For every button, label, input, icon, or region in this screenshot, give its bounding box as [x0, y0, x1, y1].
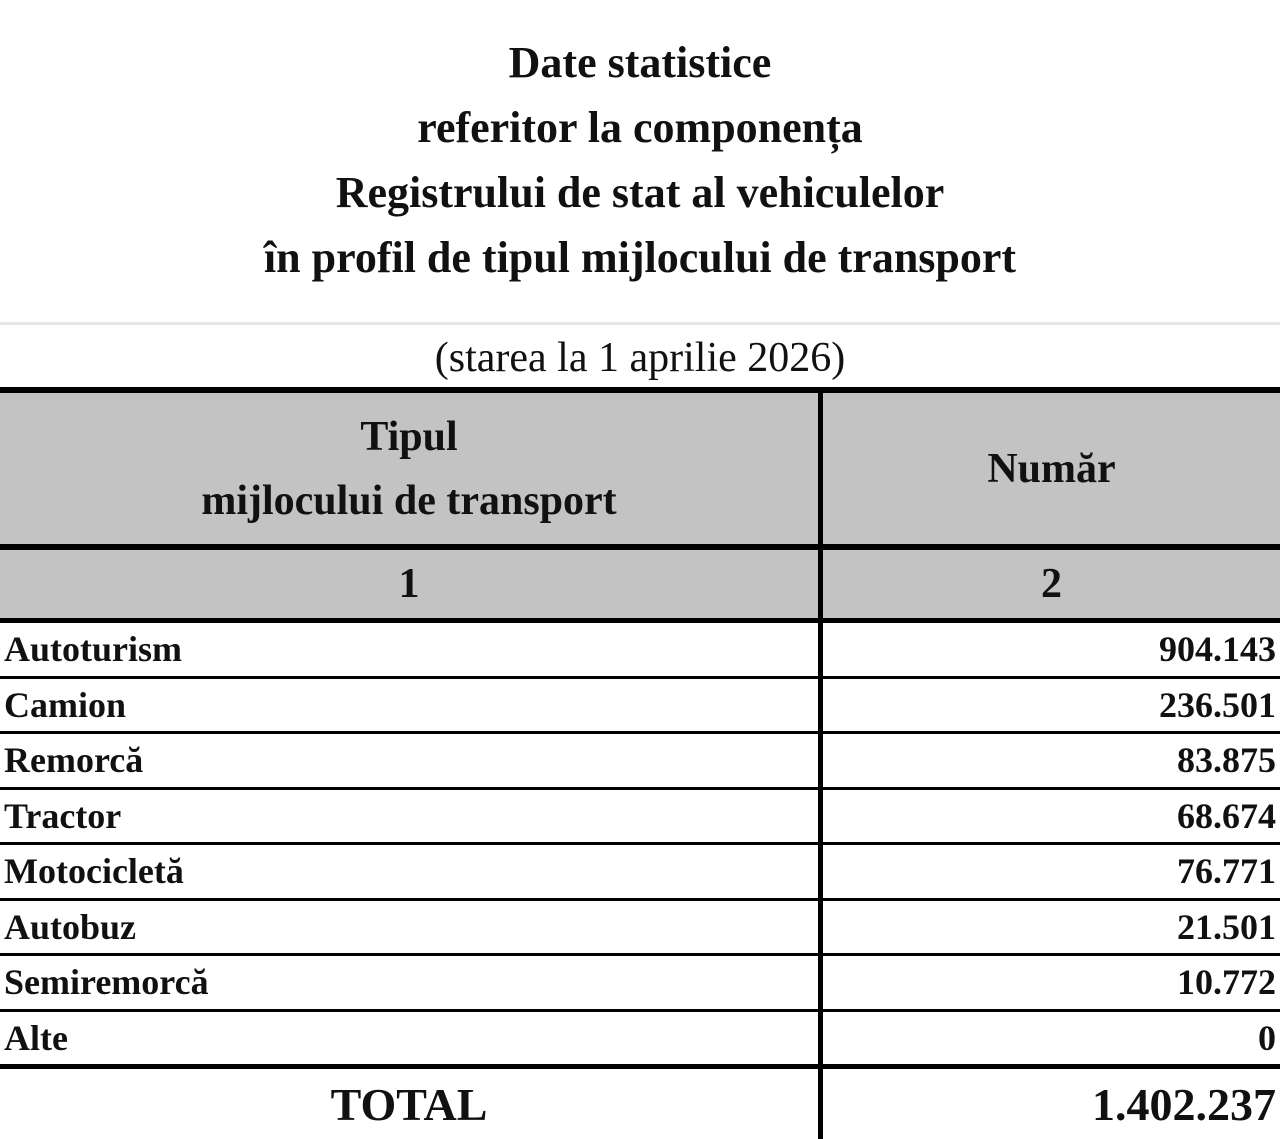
vehicle-count-cell: 904.143: [1159, 629, 1276, 670]
total-row: [0, 1069, 1280, 1139]
vehicle-stats-table: [0, 387, 1280, 1139]
table-row: [0, 734, 1280, 790]
table-row: [0, 1012, 1280, 1070]
column-index-row: [0, 550, 1280, 623]
vehicle-count-cell: 10.772: [1177, 962, 1276, 1003]
vehicle-count-cell: 0: [1258, 1017, 1276, 1058]
vehicle-type-cell: Autobuz: [0, 901, 823, 954]
vehicle-count-cell: 76.771: [1177, 851, 1276, 892]
vehicle-count-cell: 83.875: [1177, 740, 1276, 781]
vehicle-count-cell: 236.501: [1159, 684, 1276, 725]
title-line-3: Registrului de stat al vehiculelor: [335, 168, 945, 217]
header-vehicle-type: [0, 393, 823, 544]
table-row: [0, 623, 1280, 679]
table-row: [0, 790, 1280, 846]
title-line-1: Date statistice: [508, 38, 772, 87]
title-line-2: referitor la componența: [417, 103, 863, 152]
table-row: [0, 679, 1280, 735]
vehicle-type-cell: Autoturism: [0, 623, 823, 676]
vehicle-type-cell: Motocicletă: [0, 845, 823, 898]
separator-rule: [0, 322, 1280, 325]
vehicle-type-cell: Tractor: [0, 790, 823, 843]
vehicle-type-cell: Alte: [0, 1012, 823, 1065]
total-label: TOTAL: [0, 1069, 823, 1139]
table-row: [0, 956, 1280, 1012]
vehicle-type-cell: Semiremorcă: [0, 956, 823, 1009]
document-title: [0, 30, 1280, 290]
header-vehicle-type-line2: mijlocului de transport: [201, 477, 617, 524]
column-index-1: 1: [0, 550, 823, 618]
total-count: 1.402.237: [1092, 1078, 1276, 1130]
column-index-2: 2: [1041, 561, 1062, 607]
vehicle-count-cell: 21.501: [1177, 906, 1276, 947]
header-vehicle-type-line1: Tipul: [360, 413, 458, 460]
vehicle-type-cell: Camion: [0, 679, 823, 732]
table-row: [0, 845, 1280, 901]
header-count: Număr: [987, 445, 1116, 492]
vehicle-count-cell: 68.674: [1177, 795, 1276, 836]
vehicle-type-cell: Remorcă: [0, 734, 823, 787]
table-header-row: [0, 393, 1280, 550]
title-line-4: în profil de tipul mijlocului de transport: [263, 233, 1017, 282]
date-subtitle: (starea la 1 aprilie 2026): [434, 335, 846, 381]
table-row: [0, 901, 1280, 957]
